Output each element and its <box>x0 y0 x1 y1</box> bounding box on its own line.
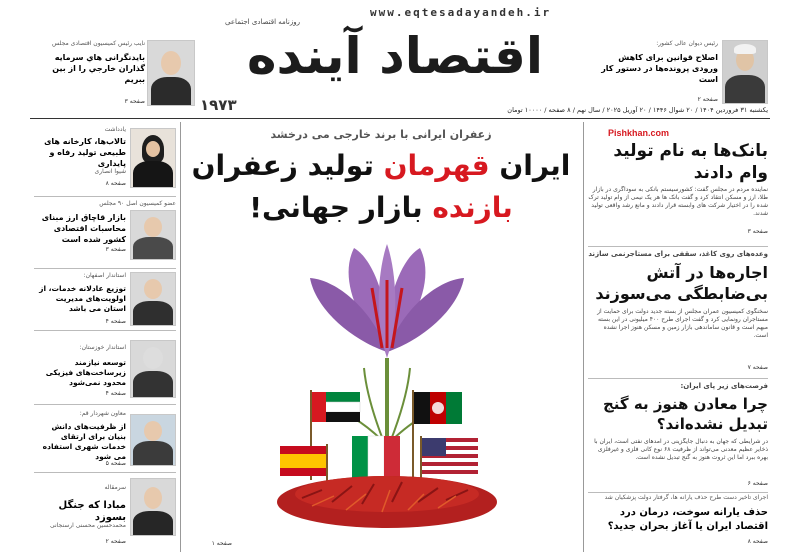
item-page: صفحه ۶ <box>747 480 768 487</box>
column-divider-left <box>180 122 181 552</box>
item-page: صفحه ۵ <box>105 460 126 467</box>
left-item-1[interactable] <box>34 124 176 194</box>
teaser-page: صفحه ۳ <box>124 98 145 105</box>
item-headline: حذف یارانه سوخت، درمان درد اقتصاد ایران یا آغاز بحران جدید؟ <box>607 507 768 532</box>
item-page: صفحه ۲ <box>105 538 126 545</box>
date-line: یکشنبه ۳۱ فروردین ۱۴۰۴ / ۲۰ شوال ۱۴۴۶ / ۲۰ آوریل ۲۰۲۵ / سال نهم / ۸ صفحه / ۱۰۰۰۰ تومان <box>507 106 768 114</box>
left-item-5[interactable] <box>34 406 176 470</box>
item-lead: استاندار خوزستان: <box>79 344 126 351</box>
official-photo <box>147 40 195 106</box>
item-headline: بانک‌ها به نام تولید وام دادند <box>613 141 768 183</box>
item-page: صفحه ۳ <box>747 228 768 235</box>
item-kicker: فرصت‌های زیر پای ایران: <box>680 382 768 390</box>
main-headline-line2 <box>182 190 580 226</box>
saffron-threads <box>277 476 497 528</box>
headline-highlight: بازنده <box>432 191 513 224</box>
item-author: محمدحسین محسنی ارسنجانی <box>50 522 126 529</box>
newspaper-logo: اقتصاد آینده <box>246 27 544 85</box>
saffron-illustration <box>242 240 532 540</box>
main-headline-line1 <box>182 148 580 184</box>
left-item-6[interactable] <box>34 474 176 554</box>
main-page: صفحه ۱ <box>211 540 232 547</box>
divider <box>34 196 176 197</box>
mp-photo <box>130 210 176 260</box>
item-kicker: وعده‌های روی کاغذ، سقفی برای مستاجرنمی سازند <box>588 250 768 258</box>
item-headline: مبادا که جنگل بسوزد <box>58 500 126 523</box>
item-page: صفحه ۳ <box>105 246 126 253</box>
issue-number: ۱۹۷۳ <box>200 96 237 114</box>
deputy-mayor-photo <box>130 414 176 466</box>
teaser-top-left[interactable] <box>35 40 195 112</box>
teaser-lead: نایب رئیس کمیسیون اقتصادی مجلس <box>52 40 145 47</box>
teaser-headline: بایدنگرانی هاي سرمايه گذاران خارجي را از بين ببريم <box>52 53 145 84</box>
item-body: سخنگوی کمیسیون عمران مجلس از بسته جدید دولت برای حمایت از مستاجران رونمایی کرد و گفت اجرای طرح ۴۰۰ میلیونی در این بسته مبهم است و قانون ساماندهی بازار زمین و مسکن هنوز اجرا نشده است. <box>597 308 768 339</box>
governor-isfahan-photo <box>130 272 176 326</box>
item-body: نماینده مردم در مجلس گفت: کشورسیستم بانکی به سوداگری در بازار طلا، ارز و مسکن انتقاد کرد و گفت بانک ها هر یک نیمی از وام تولید ترک شده را در اختیار شرکت های وابسته قرار دادند و مانع رشد واقعی تولید شدند. <box>588 186 768 217</box>
column-divider-right <box>583 122 584 552</box>
item-author: شیوا انصاری <box>94 168 126 175</box>
divider <box>34 268 176 269</box>
teaser-lead: رئیس دیوان عالی کشور: <box>656 40 718 47</box>
headline-text: ایران <box>489 149 571 182</box>
item-page: صفحه ۸ <box>747 538 768 545</box>
left-item-3[interactable] <box>34 270 176 328</box>
columnist-photo <box>130 128 176 188</box>
item-page: صفحه ۴ <box>105 390 126 397</box>
masthead-tagline: روزنامه اقتصادی اجتماعی <box>225 18 300 26</box>
item-headline: چرا معادن هنوز به گنج تبدیل نشده‌اند؟ <box>602 395 768 433</box>
headline-text: تولید زعفران <box>191 149 384 182</box>
item-page: صفحه ۷ <box>747 364 768 371</box>
judiciary-chief-photo <box>722 40 768 104</box>
divider <box>588 246 768 247</box>
right-item-3[interactable] <box>588 380 768 490</box>
divider <box>34 472 176 473</box>
pishkhan-watermark: Pishkhan.com <box>608 128 670 138</box>
editorial-author-photo <box>130 478 176 536</box>
item-headline: اجاره‌ها در آتش بی‌ضابطگی می‌سوزند <box>595 263 768 303</box>
governor-khuzestan-photo <box>130 340 176 398</box>
item-page: صفحه ۴ <box>105 318 126 325</box>
item-headline: توسعه نیازمند زیرساخت‌های فیزیکی محدود نمی‌شود <box>45 358 126 387</box>
item-headline: بازار قاچاق ارز مبنای محاسبات اقتصادی کشور شده است <box>41 213 126 244</box>
item-lead: معاون شهردار قم: <box>79 410 126 417</box>
masthead-divider <box>30 118 770 119</box>
headline-highlight: قهرمان <box>383 149 490 182</box>
item-lead: استاندار اصفهان: <box>83 272 126 279</box>
item-headline: تالاب‌ها، کارخانه های طبیعی تولید رفاه و پایداری <box>44 137 126 168</box>
left-item-4[interactable] <box>34 332 176 402</box>
item-headline: توزیع عادلانه خدمات، از اولویت‌های مدیریت استان می باشد <box>39 284 126 313</box>
right-item-1[interactable] <box>588 124 768 242</box>
item-body: در شرایطی که جهان به دنبال جایگزینی در آمدهای نفتی است، ایران با ذخایر عظیم معدنی می‌تواند از ظرفیت ۶۸ نوع کانی فلزی و غیرفلزی بهره ببرد اما این ثروت هنوز به گنج تبدیل نشده است. <box>594 438 768 461</box>
item-headline: از ظرفیت‌های دانش بنیان برای ارتقای خدمات شهری استفاده می شود <box>42 422 126 461</box>
divider <box>34 404 176 405</box>
italy-flag-icon <box>352 436 400 480</box>
item-lead: سرمقاله <box>104 484 126 491</box>
right-item-4[interactable] <box>588 494 768 554</box>
right-item-2[interactable] <box>588 248 768 376</box>
main-kicker: زعفران ایرانی با برند خارجی می درخشد <box>270 128 492 141</box>
teaser-top-right[interactable] <box>600 40 768 112</box>
site-url[interactable]: www.eqtesadayandeh.ir <box>370 6 552 19</box>
divider <box>588 378 768 379</box>
left-item-2[interactable] <box>34 198 176 268</box>
main-story[interactable] <box>182 122 580 554</box>
item-page: صفحه ۸ <box>105 180 126 187</box>
teaser-headline: اصلاح قوانین برای کاهش ورودی پرونده‌ها در دستور کار است <box>601 53 718 84</box>
item-kicker: اجرای تاخیر دست طرح حذف یارانه ها، گرفتار دولت پزشکیان شد <box>604 494 768 501</box>
divider <box>588 492 768 493</box>
item-lead: یادداشت <box>104 126 126 133</box>
divider <box>34 330 176 331</box>
teaser-page: صفحه ۲ <box>697 96 718 103</box>
headline-text: بازار جهانی! <box>249 191 433 224</box>
item-lead: عضو کمیسیون اصل ۹۰ مجلس <box>99 200 176 207</box>
